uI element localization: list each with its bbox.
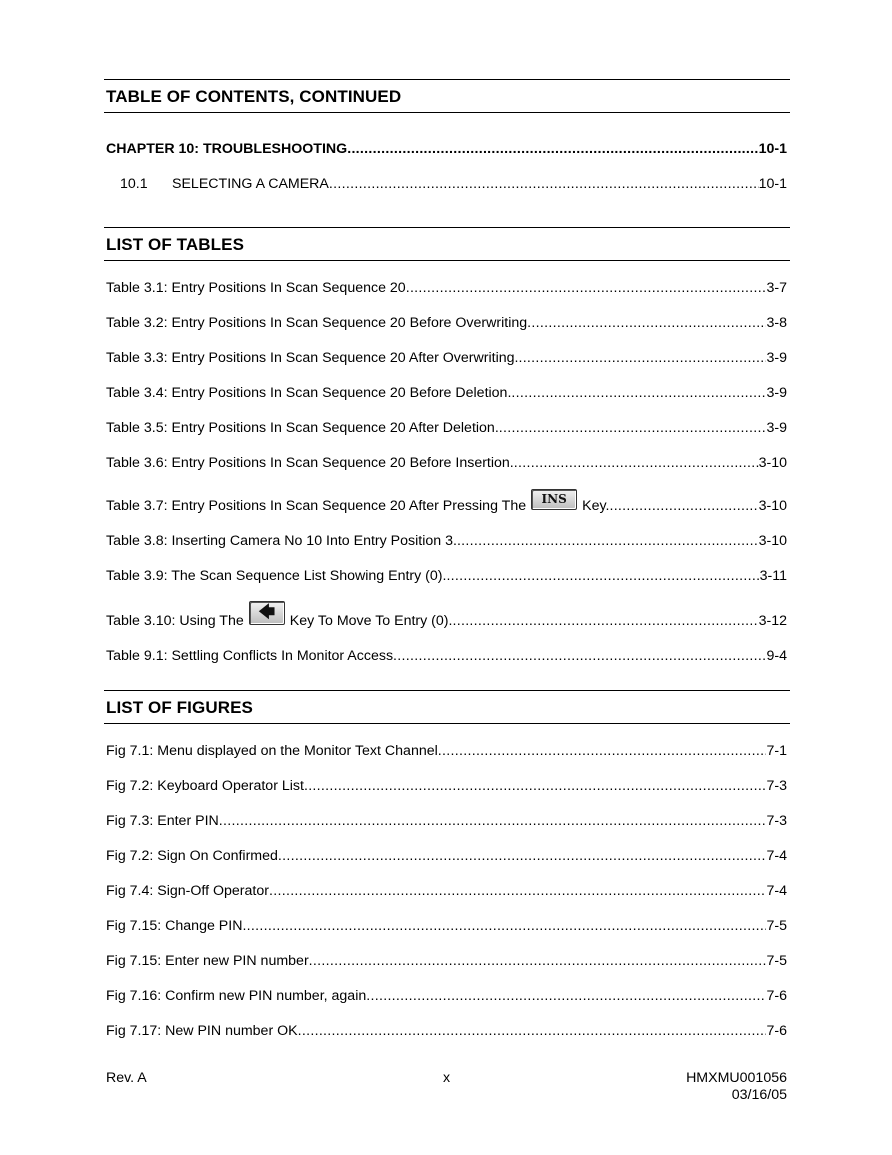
- toc-chapter-entry[interactable]: [106, 139, 787, 157]
- entry-label: Table 3.3: Entry Positions In Scan Sequence 20 After Overwriting.: [106, 350, 519, 366]
- table-entry[interactable]: [106, 348, 787, 366]
- dot-leader: [329, 176, 759, 192]
- entry-label: Table 3.7: Entry Positions In Scan Sequence 20 After Pressing The: [106, 498, 527, 514]
- entry-page: 7-4: [766, 883, 787, 899]
- entry-page: 7-3: [766, 813, 787, 829]
- entry-label: Fig 7.15: Enter new PIN number: [106, 953, 309, 969]
- entry-label: Table 9.1: Settling Conflicts In Monitor Access: [106, 648, 394, 664]
- entry-label: Table 3.10: Using The: [106, 613, 244, 629]
- dot-leader: [309, 953, 767, 969]
- entry-label: Fig 7.16: Confirm new PIN number, again: [106, 988, 367, 1004]
- entry-page: 3-11: [759, 568, 787, 584]
- dot-leader: [242, 918, 766, 934]
- tables-rule-bottom: [104, 260, 790, 261]
- dot-leader: [304, 778, 767, 794]
- entry-page: 3-8: [766, 315, 787, 331]
- table-entry[interactable]: [106, 278, 787, 296]
- entry-page: 10-1: [758, 141, 787, 157]
- dot-leader: [446, 568, 759, 584]
- figure-entry[interactable]: [106, 776, 787, 794]
- dot-leader: [438, 743, 767, 759]
- dot-leader: [347, 141, 758, 157]
- entry-label: Fig 7.2: Keyboard Operator List: [106, 778, 304, 794]
- entry-label: Fig 7.4: Sign-Off Operator: [106, 883, 269, 899]
- table-entry[interactable]: [106, 492, 787, 514]
- entry-page: 9-4: [766, 648, 787, 664]
- table-entry[interactable]: [106, 602, 787, 629]
- toc-section-entry[interactable]: [120, 174, 787, 192]
- entry-label-after: Key To Move To Entry (0).: [289, 613, 453, 629]
- entry-label: Table 3.6: Entry Positions In Scan Sequence 20 Before Insertion.: [106, 455, 514, 471]
- figure-entry[interactable]: [106, 881, 787, 899]
- dot-leader: [219, 813, 767, 829]
- footer-doc-id: HMXMU001056: [686, 1070, 787, 1086]
- entry-page: 7-5: [766, 953, 787, 969]
- table-entry[interactable]: [106, 566, 787, 584]
- entry-label: Fig 7.2: Sign On Confirmed: [106, 848, 278, 864]
- table-entry[interactable]: [106, 418, 787, 436]
- dot-leader: [406, 280, 767, 296]
- entry-page: 7-4: [766, 848, 787, 864]
- entry-page: 7-3: [766, 778, 787, 794]
- table-entry[interactable]: [106, 313, 787, 331]
- figure-entry[interactable]: [106, 916, 787, 934]
- table-entry[interactable]: [106, 383, 787, 401]
- entry-label: Table 3.2: Entry Positions In Scan Sequence 20 Before Overwriting: [106, 315, 528, 331]
- tables-rule-top: [104, 227, 790, 228]
- dot-leader: [527, 315, 766, 331]
- table-entry[interactable]: [106, 453, 787, 471]
- figures-rule-top: [104, 690, 790, 691]
- dot-leader: [499, 420, 767, 436]
- footer-revision: Rev. A: [106, 1070, 147, 1086]
- entry-label: Fig 7.17: New PIN number OK: [106, 1023, 298, 1039]
- figure-entry[interactable]: [106, 951, 787, 969]
- figures-rule-bottom: [104, 723, 790, 724]
- toc-title-rule: [104, 112, 790, 113]
- dot-leader: [452, 613, 758, 629]
- entry-label: Table 3.1: Entry Positions In Scan Sequence 20: [106, 280, 406, 296]
- entry-label: Table 3.4: Entry Positions In Scan Sequence 20 Before Deletion.: [106, 385, 512, 401]
- figure-entry[interactable]: [106, 846, 787, 864]
- entry-page: 3-9: [766, 350, 787, 366]
- entry-label: Fig 7.3: Enter PIN: [106, 813, 219, 829]
- entry-label: SELECTING A CAMERA: [172, 176, 329, 192]
- entry-page: 7-6: [766, 988, 787, 1004]
- dot-leader: [278, 848, 767, 864]
- top-rule: [104, 79, 790, 80]
- entry-page: 3-10: [758, 498, 787, 514]
- entry-page: 3-10: [758, 455, 787, 471]
- dot-leader: [511, 385, 766, 401]
- dot-leader: [393, 648, 766, 664]
- entry-label: Fig 7.1: Menu displayed on the Monitor Text Channel: [106, 743, 438, 759]
- figure-entry[interactable]: [106, 1021, 787, 1039]
- figures-title: LIST OF FIGURES: [106, 698, 253, 717]
- dot-leader: [609, 498, 758, 514]
- dot-leader: [514, 455, 759, 471]
- dot-leader: [269, 883, 767, 899]
- table-entry[interactable]: [106, 646, 787, 664]
- entry-page: 3-10: [758, 533, 787, 549]
- entry-label: Table 3.9: The Scan Sequence List Showing Entry (0).: [106, 568, 447, 584]
- entry-label: Table 3.8: Inserting Camera No 10 Into Entry Position 3.: [106, 533, 457, 549]
- section-number: 10.1: [120, 176, 148, 192]
- figure-entry[interactable]: [106, 986, 787, 1004]
- table-entry[interactable]: [106, 531, 787, 549]
- footer-page-number: x: [443, 1070, 451, 1086]
- left-arrow-key-icon: 🡄: [249, 601, 285, 625]
- entry-label: CHAPTER 10: TROUBLESHOOTING: [106, 141, 348, 157]
- dot-leader: [518, 350, 766, 366]
- entry-label-after: Key.: [582, 498, 610, 514]
- entry-label: Fig 7.15: Change PIN: [106, 918, 243, 934]
- footer-date: 03/16/05: [731, 1087, 787, 1103]
- dot-leader: [298, 1023, 767, 1039]
- entry-page: 10-1: [758, 176, 787, 192]
- entry-label: Table 3.5: Entry Positions In Scan Sequence 20 After Deletion.: [106, 420, 499, 436]
- dot-leader: [457, 533, 759, 549]
- entry-page: 3-9: [766, 420, 787, 436]
- entry-page: 7-6: [766, 1023, 787, 1039]
- dot-leader: [366, 988, 766, 1004]
- figure-entry[interactable]: [106, 811, 787, 829]
- tables-title: LIST OF TABLES: [106, 235, 245, 254]
- entry-page: 7-5: [766, 918, 787, 934]
- entry-page: 3-9: [766, 385, 787, 401]
- entry-page: 3-7: [766, 280, 787, 296]
- toc-title: TABLE OF CONTENTS, CONTINUED: [106, 87, 402, 106]
- figure-entry[interactable]: [106, 741, 787, 759]
- ins-key-icon: INS: [531, 489, 577, 510]
- entry-page: 7-1: [766, 743, 787, 759]
- entry-page: 3-12: [758, 613, 787, 629]
